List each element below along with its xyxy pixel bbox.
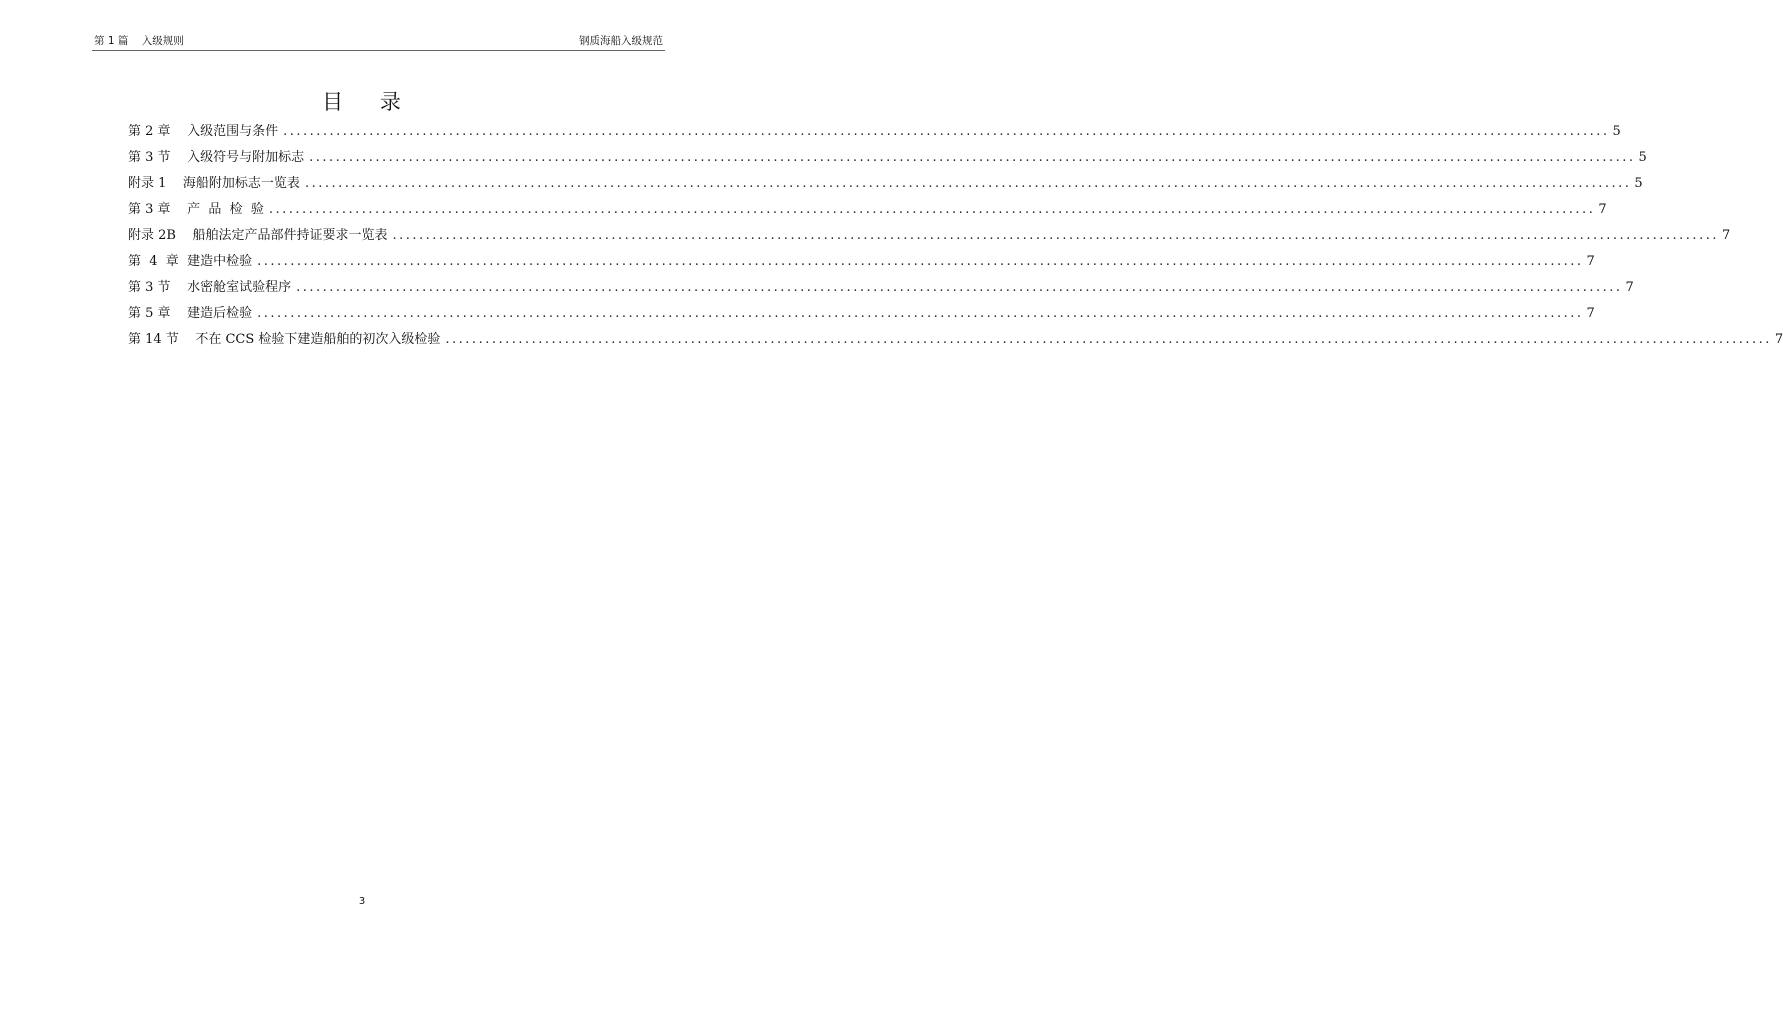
- toc-dot-leader: ........................................................................................................................................................................................................: [257, 254, 1584, 269]
- toc-entry-label: 第 4 章 建造中检验: [128, 254, 253, 269]
- toc-list: [128, 119, 1783, 353]
- toc-entry-chapter-3[interactable]: [128, 197, 1607, 223]
- toc-entry-page: 7: [1598, 202, 1607, 217]
- toc-entry-label: 第 3 章 产 品 检 验: [128, 202, 264, 217]
- toc-dot-leader: ........................................................................................................................................................................................................: [392, 228, 1719, 243]
- toc-entry-label: 第 3 节 水密舱室试验程序: [128, 280, 292, 295]
- toc-entry-label: 附录 2B 船舶法定产品部件持证要求一览表: [128, 228, 388, 243]
- toc-entry-label: 第 2 章 入级范围与条件: [128, 124, 279, 139]
- toc-entry-page: 7: [1625, 280, 1634, 295]
- toc-entry-chapter-5[interactable]: [128, 301, 1595, 327]
- toc-dot-leader: ........................................................................................................................................................................................................: [268, 202, 1596, 217]
- page-header: [92, 34, 665, 51]
- toc-dot-leader: ........................................................................................................................................................................................................: [445, 332, 1772, 347]
- toc-entry-chapter-4[interactable]: [128, 249, 1595, 275]
- toc-entry-page: 5: [1634, 176, 1643, 191]
- toc-entry-chapter-2[interactable]: [128, 119, 1621, 145]
- toc-entry-section-3[interactable]: [128, 145, 1647, 171]
- toc-entry-page: 5: [1638, 150, 1647, 165]
- toc-entry-section-3-watertight[interactable]: [128, 275, 1634, 301]
- toc-entry-appendix-2b[interactable]: [128, 223, 1731, 249]
- header-section-label: 第 1 篇 入级规则: [94, 35, 184, 47]
- toc-entry-appendix-1[interactable]: [128, 171, 1643, 197]
- toc-entry-page: 5: [1612, 124, 1621, 139]
- toc-entry-page: 7: [1721, 228, 1731, 243]
- toc-entry-label: 第 5 章 建造后检验: [128, 306, 253, 321]
- header-document-title: 钢质海船入级规范: [579, 35, 663, 47]
- page-number: 3: [358, 896, 366, 907]
- toc-dot-leader: ........................................................................................................................................................................................................: [283, 124, 1610, 139]
- toc-entry-label: 附录 1 海船附加标志一览表: [128, 176, 300, 191]
- toc-dot-leader: ........................................................................................................................................................................................................: [309, 150, 1636, 165]
- toc-entry-page: 7: [1774, 332, 1783, 347]
- toc-entry-label: 第 3 节 入级符号与附加标志: [128, 150, 305, 165]
- toc-dot-leader: ........................................................................................................................................................................................................: [304, 176, 1632, 191]
- toc-entry-section-14[interactable]: [128, 327, 1783, 353]
- toc-dot-leader: ........................................................................................................................................................................................................: [296, 280, 1623, 295]
- toc-entry-page: 7: [1586, 254, 1595, 269]
- toc-entry-label: 第 14 节 不在 CCS 检验下建造船舶的初次入级检验: [128, 332, 441, 347]
- toc-entry-page: 7: [1586, 306, 1595, 321]
- toc-title: 目 录: [322, 90, 402, 114]
- toc-dot-leader: ........................................................................................................................................................................................................: [257, 306, 1584, 321]
